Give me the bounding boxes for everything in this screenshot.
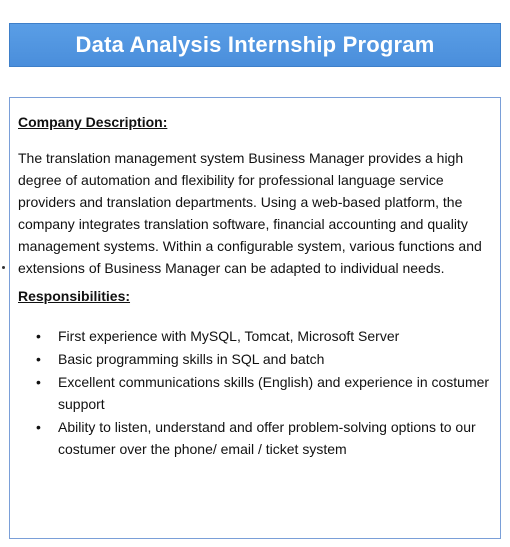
bullet-icon: • [36, 374, 41, 390]
responsibilities-list [10, 325, 498, 461]
list-item-text: Ability to listen, understand and offer problem-solving options to our costumer over the phone/ email / ticket system [58, 419, 476, 457]
bullet-mark [2, 266, 5, 269]
list-item [10, 325, 498, 347]
list-item [10, 416, 498, 460]
title-banner [9, 23, 501, 67]
bullet-icon: • [36, 419, 41, 435]
list-item-text: Excellent communications skills (English) and experience in costumer support [58, 374, 490, 412]
bullet-icon: • [36, 351, 41, 367]
company-description-text: The translation management system Business Manager provides a high degree of automation and flexibility for professional language service providers and translation departments. Using a web-based platform, the company integrates translation software, financial accounting and quality management systems. Within a configurable system, various functions and extensions of Business Manager can be adapted to individual needs. [18, 150, 482, 276]
list-item [10, 371, 498, 415]
company-description-heading: Company Description: [18, 114, 168, 130]
page-title: Data Analysis Internship Program [75, 32, 435, 57]
list-item-text: Basic programming skills in SQL and batch [58, 351, 325, 367]
bullet-icon: • [36, 328, 41, 344]
list-item-text: First experience with MySQL, Tomcat, Microsoft Server [58, 328, 400, 344]
responsibilities-heading: Responsibilities: [18, 288, 131, 304]
list-item [10, 348, 498, 370]
content-box [9, 97, 501, 539]
